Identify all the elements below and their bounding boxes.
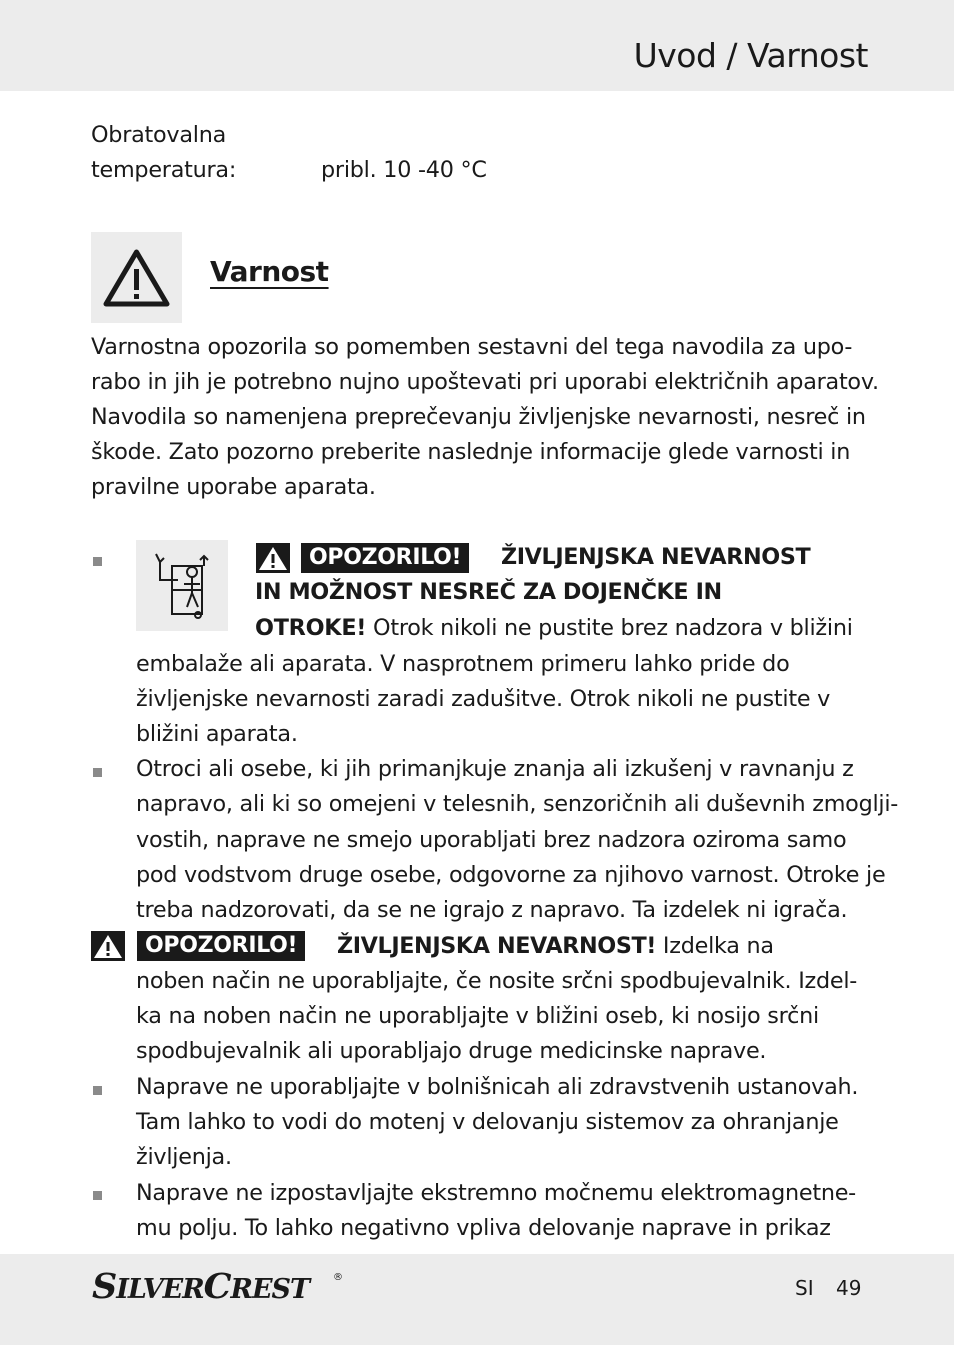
body-line: Tam lahko to vodi do motenj v delovanju sistemov za ohranjanje (136, 1109, 839, 1135)
brand-logo (92, 1266, 309, 1307)
warning-heading: ŽIVLJENJSKA NEVARNOST! (337, 933, 657, 959)
bullet-marker (93, 557, 102, 566)
intro-line: rabo in jih je potrebno nujno upoštevati pri uporabi električnih aparatov. (91, 369, 879, 395)
warning-triangle-icon (256, 543, 290, 573)
bullet-marker (93, 768, 102, 777)
brand-logo-part: S (92, 1266, 117, 1307)
warning-heading-bold: OTROKE! (255, 615, 367, 641)
body-line: življenja. (136, 1144, 232, 1170)
body-line: pod vodstvom druge osebe, odgovorne za njihovo varnost. Otroke je (136, 862, 886, 888)
body-line: Naprave ne uporabljajte v bolnišnicah ali zdravstvenih ustanovah. (136, 1074, 859, 1100)
body-line: noben način ne uporabljajte, če nosite srčni spodbujevalnik. Izdel- (136, 968, 858, 994)
body-line: embalaže ali aparata. V nasprotnem primeru lahko pride do (136, 651, 790, 677)
intro-line: pravilne uporabe aparata. (91, 474, 376, 500)
body-line: spodbujevalnik ali uporabljajo druge medicinske naprave. (136, 1038, 767, 1064)
child-warning-icon (136, 540, 228, 631)
spec-value: pribl. 10 -40 °C (321, 157, 487, 183)
warning-badge: OPOZORILO! (301, 543, 469, 573)
bullet-marker (93, 1086, 102, 1095)
intro-line: škode. Zato pozorno preberite naslednje informacije glede varnosti in (91, 439, 851, 465)
warning-heading-line (337, 929, 774, 964)
warning-badge: OPOZORILO! (137, 931, 305, 961)
body-line: Otroci ali osebe, ki jih primanjkuje znanja ali izkušenj v ravnanju z (136, 756, 854, 782)
spec-label-line2: temperatura: (91, 157, 237, 183)
body-line: Naprave ne izpostavljajte ekstremno močnemu elektromagnetne- (136, 1180, 856, 1206)
warning-heading: ŽIVLJENJSKA NEVARNOST (501, 544, 811, 570)
body-line: vostih, naprave ne smejo uporabljati brez nadzora oziroma samo (136, 827, 847, 853)
body-line: napravo, ali ki so omejeni v telesnih, senzoričnih ali duševnih zmoglji- (136, 791, 899, 817)
registered-mark: ® (333, 1272, 343, 1283)
brand-logo-part: C (203, 1266, 231, 1307)
brand-logo-part: REST (230, 1274, 310, 1305)
body-line: bližini aparata. (136, 721, 298, 747)
page-number: 49 (836, 1276, 862, 1300)
intro-line: Varnostna opozorila so pomemben sestavni del tega navodila za upo- (91, 334, 853, 360)
body-line: mu polju. To lahko negativno vpliva delovanje naprave in prikaz (136, 1215, 831, 1241)
body-text: Izdelka na (656, 933, 774, 959)
body-line: življenjske nevarnosti zaradi zadušitve. Otrok nikoli ne pustite v (136, 686, 831, 712)
body-line: ka na noben način ne uporabljajte v bližini oseb, ki nosijo srčni (136, 1003, 819, 1029)
intro-line: Navodila so namenjena preprečevanju življenjske nevarnosti, nesreč in (91, 404, 866, 430)
body-line: treba nadzorovati, da se ne igrajo z napravo. Ta izdelek ni igrača. (136, 897, 848, 923)
body-text: Otrok nikoli ne pustite brez nadzora v bližini (366, 615, 853, 641)
spec-label-line1: Obratovalna (91, 122, 227, 148)
warning-triangle-icon (91, 232, 182, 323)
bullet-marker (93, 1191, 102, 1200)
warning-triangle-icon (91, 931, 125, 961)
section-title: Varnost (210, 255, 329, 288)
brand-logo-part: ILVER (116, 1274, 204, 1305)
page-header-title: Uvod / Varnost (633, 36, 868, 75)
language-code: SI (795, 1276, 814, 1300)
warning-heading-line (255, 611, 853, 646)
warning-heading: IN MOŽNOST NESREČ ZA DOJENČKE IN (255, 579, 722, 605)
